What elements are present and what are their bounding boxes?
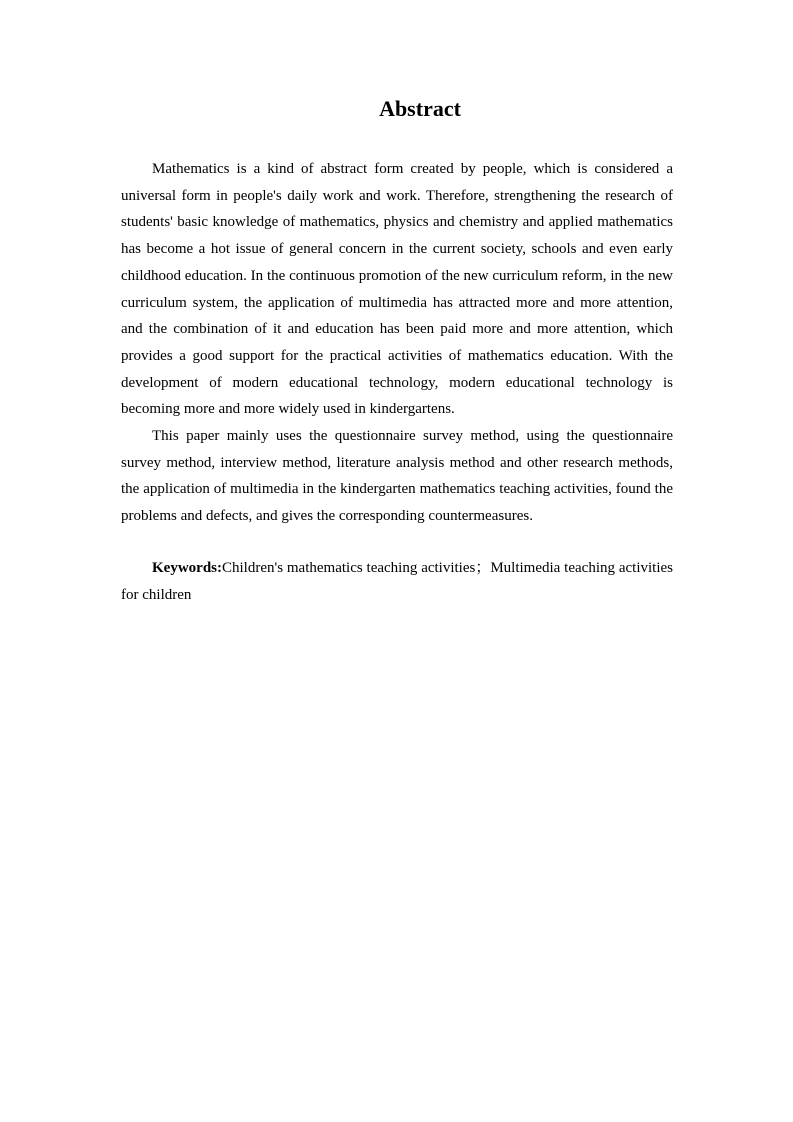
keywords-label: Keywords:: [152, 559, 222, 576]
abstract-page: [121, 94, 673, 608]
page-title: Abstract: [379, 96, 461, 121]
abstract-paragraph-1: Mathematics is a kind of abstract form created by people, which is considered a universal form in people's daily work and work. Therefore, strengthening the research of students' basic knowledge of mathematics, physics and chemistry and applied mathematics has become a hot issue of general concern in the current society, schools and even early childhood education. In the continuous promotion of the new curriculum reform, in the new curriculum system, the application of multimedia has attracted more and more attention, and the combination of it and education has been paid more and more attention, which provides a good support for the practical activities of mathematics education. With the development of modern educational technology, modern educational technology is becoming more and more widely used in kindergartens.: [121, 161, 673, 418]
keywords-text: Children's mathematics teaching activities；Multimedia teaching activities for children: [121, 559, 673, 603]
keywords-line: [121, 555, 673, 608]
abstract-paragraph-2: This paper mainly uses the questionnaire survey method, using the questionnaire survey method, interview method, literature analysis method and other research methods, the application of multimedia in the kindergarten mathematics teaching activities, found the problems and defects, and gives the corresponding countermeasures.: [121, 428, 673, 525]
